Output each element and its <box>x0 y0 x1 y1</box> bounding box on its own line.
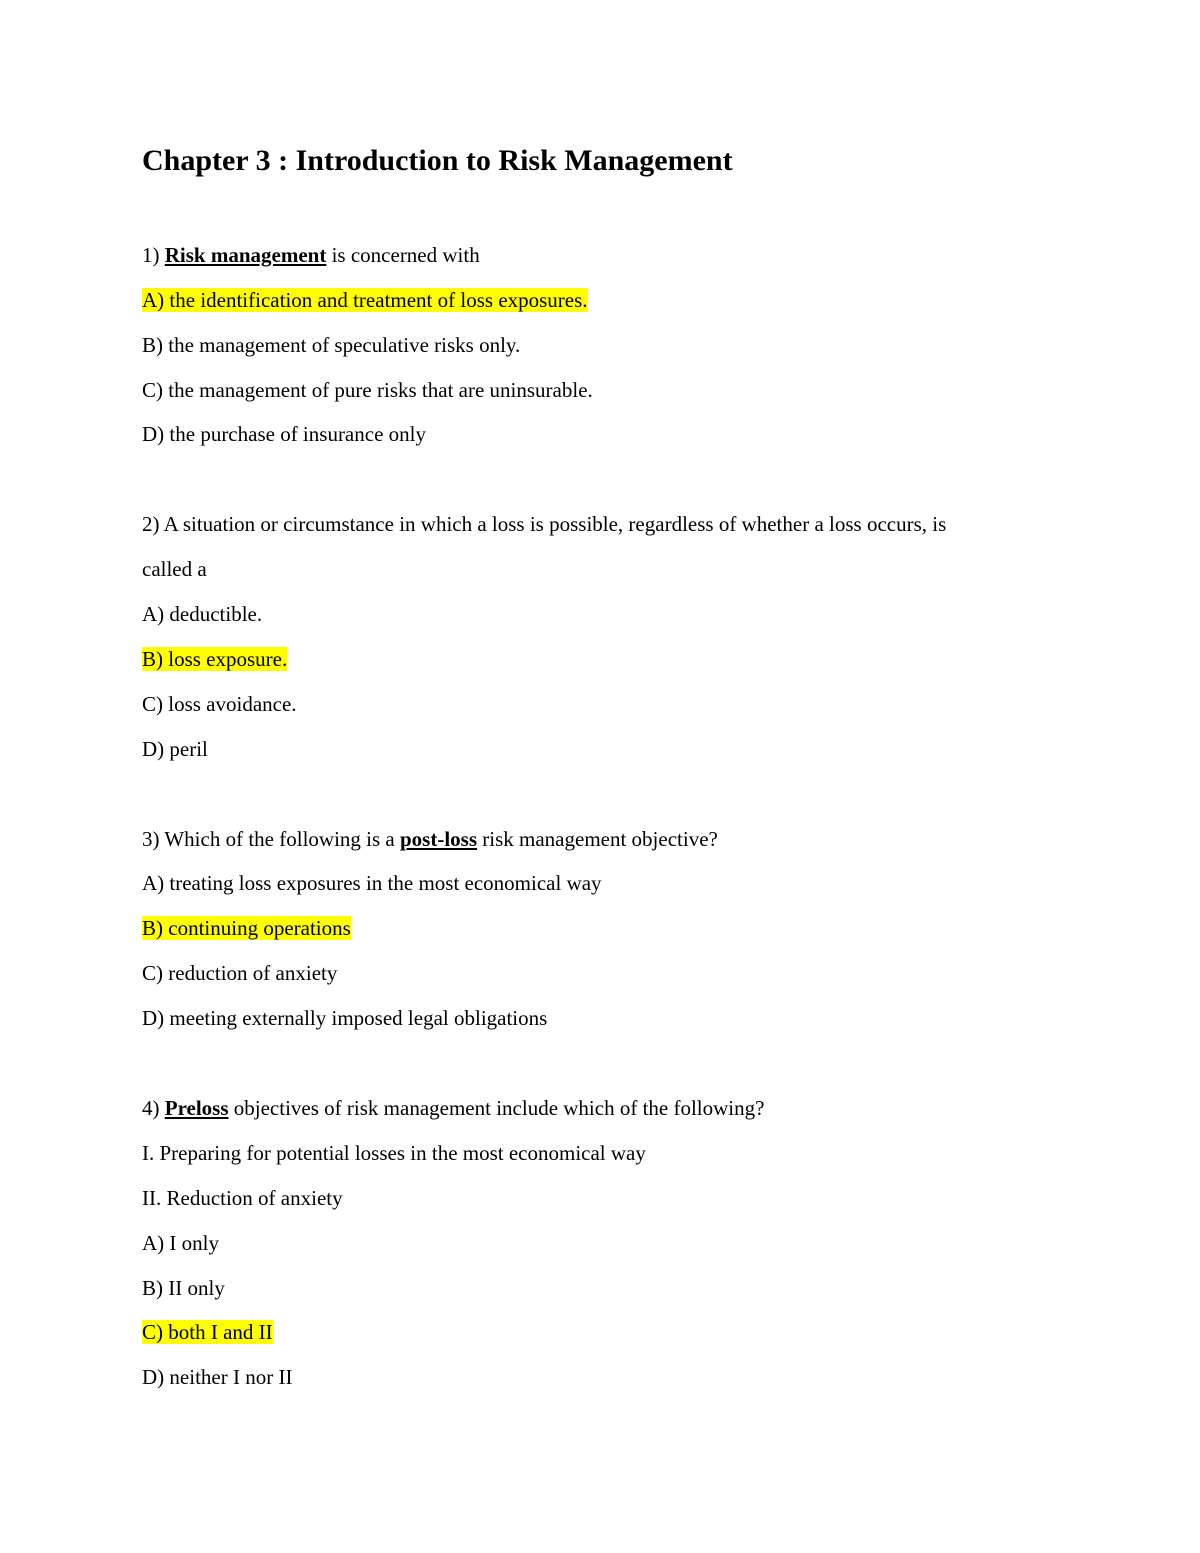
highlighted-answer: C) both I and II <box>142 1320 273 1344</box>
question-4-option-b: B) II only <box>142 1276 225 1300</box>
question-1-prompt <box>142 240 480 270</box>
question-1-option-d: D) the purchase of insurance only <box>142 422 426 446</box>
question-1-option-a <box>142 285 588 315</box>
question-1-text: is concerned with <box>326 243 480 267</box>
chapter-title: Chapter 3 : Introduction to Risk Management <box>142 144 733 177</box>
question-3-prompt <box>142 824 718 854</box>
question-3-option-b <box>142 913 351 943</box>
question-4-statement-2: II. Reduction of anxiety <box>142 1186 343 1210</box>
question-4-option-d: D) neither I nor II <box>142 1365 293 1389</box>
question-4-keyword: Preloss <box>164 1096 229 1120</box>
question-3-keyword: post-loss <box>399 827 478 851</box>
question-2-option-d: D) peril <box>142 737 208 761</box>
question-3-option-c: C) reduction of anxiety <box>142 961 338 985</box>
question-1-option-c: C) the management of pure risks that are uninsurable. <box>142 378 593 402</box>
highlighted-answer: B) continuing operations <box>142 916 351 940</box>
question-4-statement-1: I. Preparing for potential losses in the most economical way <box>142 1141 646 1165</box>
question-1-option-b: B) the management of speculative risks only. <box>142 333 521 357</box>
highlighted-answer: A) the identification and treatment of loss exposures. <box>142 288 588 312</box>
question-2-option-b <box>142 644 287 674</box>
highlighted-answer: B) loss exposure. <box>142 647 288 671</box>
question-4-number: 4) <box>142 1096 165 1120</box>
question-3-text-end: risk management objective? <box>477 827 718 851</box>
question-4-option-a: A) I only <box>142 1231 219 1255</box>
question-1-number: 1) <box>142 243 165 267</box>
question-2-prompt-line-2: called a <box>142 557 207 581</box>
question-1-keyword: Risk management <box>164 243 327 267</box>
question-3-option-d: D) meeting externally imposed legal obligations <box>142 1006 548 1030</box>
question-4-option-c <box>142 1317 273 1347</box>
question-2-prompt-line-1: 2) A situation or circumstance in which a loss is possible, regardless of whether a loss occurs, is <box>142 512 947 536</box>
question-4-text: objectives of risk management include which of the following? <box>228 1096 765 1120</box>
question-2-option-c: C) loss avoidance. <box>142 692 297 716</box>
question-4-prompt <box>142 1093 764 1123</box>
question-3-option-a: A) treating loss exposures in the most economical way <box>142 871 602 895</box>
question-3-text-start: 3) Which of the following is a <box>142 827 400 851</box>
question-2-option-a: A) deductible. <box>142 602 263 626</box>
